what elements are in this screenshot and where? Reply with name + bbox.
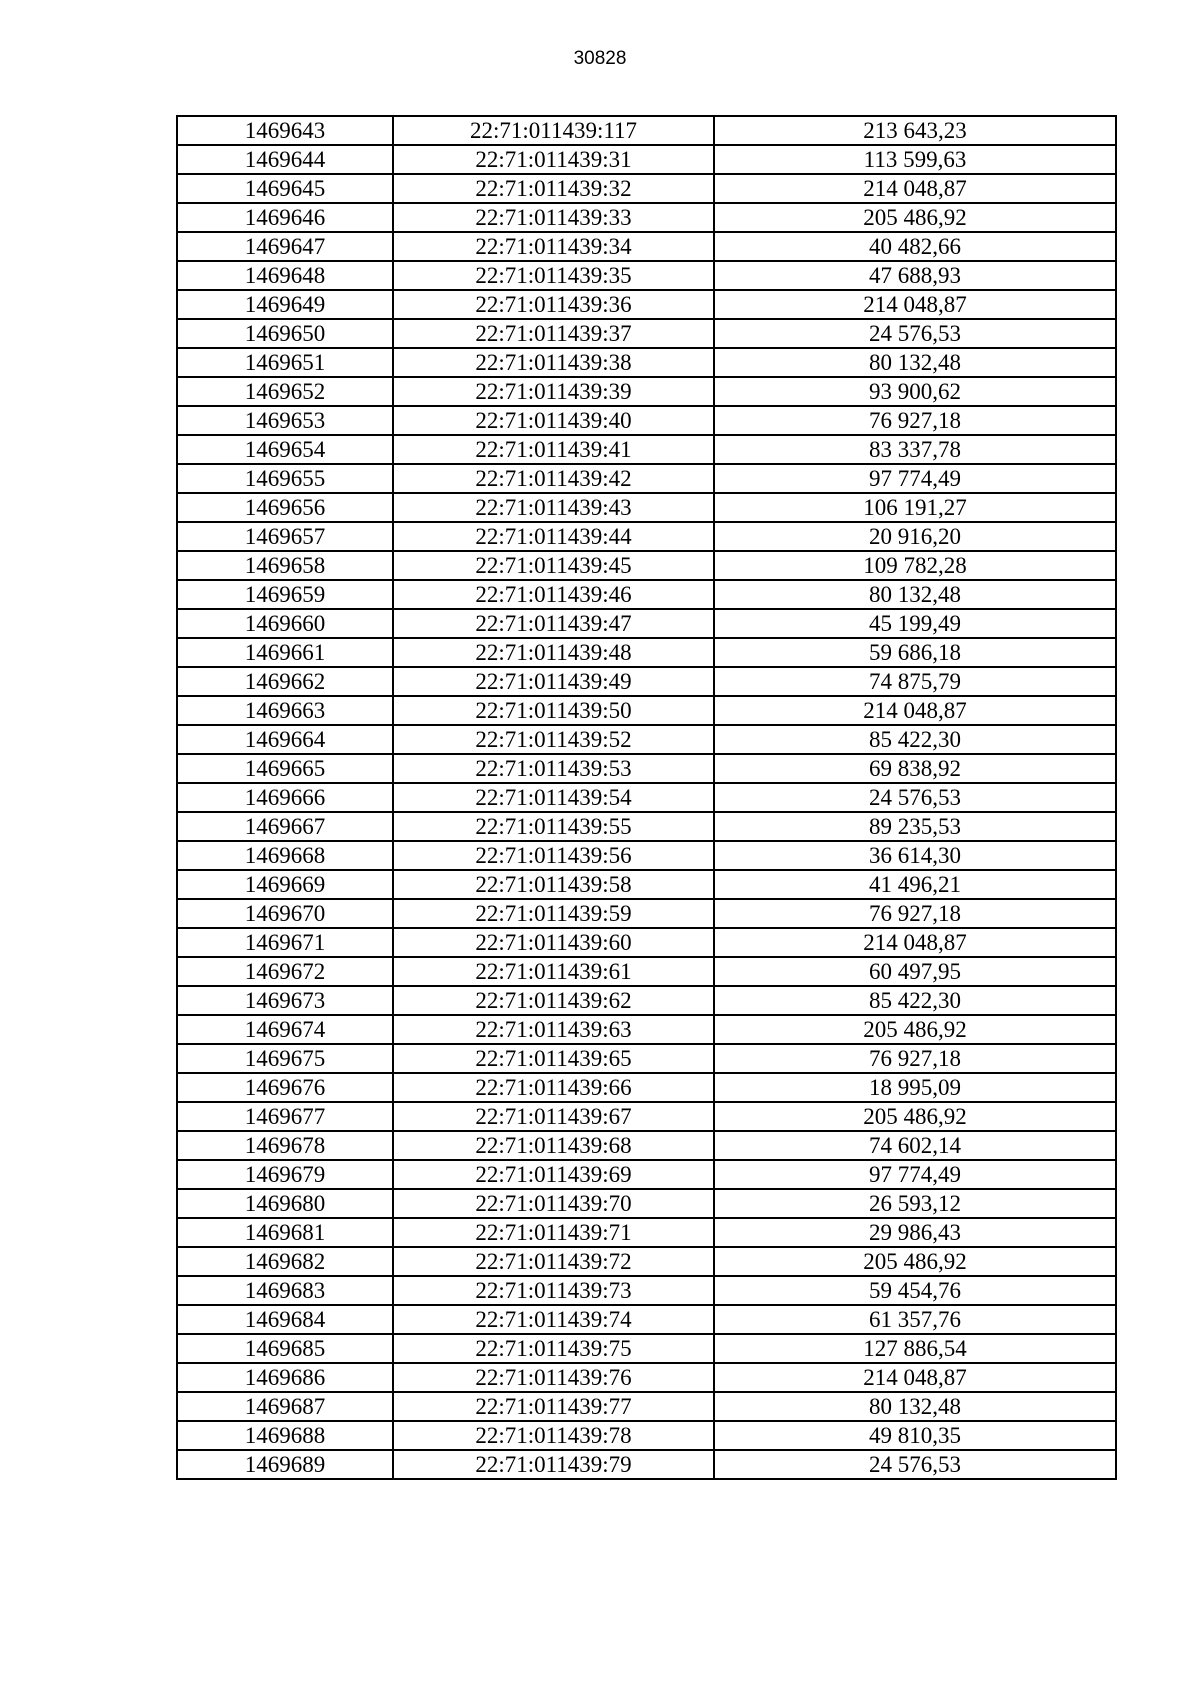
cadastral-number-cell: 22:71:011439:31 [393, 145, 714, 174]
table-row [177, 1160, 1116, 1189]
row-number-cell: 1469666 [177, 783, 393, 812]
row-number-cell: 1469677 [177, 1102, 393, 1131]
row-number-cell: 1469645 [177, 174, 393, 203]
cadastral-number-cell: 22:71:011439:66 [393, 1073, 714, 1102]
row-number-cell: 1469662 [177, 667, 393, 696]
cadastral-number-cell: 22:71:011439:72 [393, 1247, 714, 1276]
cadastral-value-cell: 214 048,87 [714, 290, 1116, 319]
cadastral-value-cell: 41 496,21 [714, 870, 1116, 899]
row-number-cell: 1469668 [177, 841, 393, 870]
row-number-cell: 1469686 [177, 1363, 393, 1392]
table-row [177, 1102, 1116, 1131]
table-row [177, 551, 1116, 580]
cadastral-value-cell: 214 048,87 [714, 174, 1116, 203]
table-row [177, 1218, 1116, 1247]
cadastral-value-cell: 24 576,53 [714, 783, 1116, 812]
table-row [177, 667, 1116, 696]
cadastral-number-cell: 22:71:011439:46 [393, 580, 714, 609]
row-number-cell: 1469685 [177, 1334, 393, 1363]
cadastral-value-cell: 76 927,18 [714, 899, 1116, 928]
row-number-cell: 1469643 [177, 116, 393, 145]
cadastral-number-cell: 22:71:011439:117 [393, 116, 714, 145]
cadastral-number-cell: 22:71:011439:45 [393, 551, 714, 580]
table-row [177, 986, 1116, 1015]
table-row [177, 1450, 1116, 1479]
cadastral-value-cell: 85 422,30 [714, 986, 1116, 1015]
row-number-cell: 1469669 [177, 870, 393, 899]
table-row [177, 1044, 1116, 1073]
cadastral-value-cell: 59 686,18 [714, 638, 1116, 667]
cadastral-value-cell: 127 886,54 [714, 1334, 1116, 1363]
cadastral-number-cell: 22:71:011439:65 [393, 1044, 714, 1073]
table-row [177, 1363, 1116, 1392]
row-number-cell: 1469667 [177, 812, 393, 841]
cadastral-value-cell: 205 486,92 [714, 1247, 1116, 1276]
row-number-cell: 1469652 [177, 377, 393, 406]
cadastral-value-cell: 113 599,63 [714, 145, 1116, 174]
cadastral-number-cell: 22:71:011439:42 [393, 464, 714, 493]
cadastral-number-cell: 22:71:011439:49 [393, 667, 714, 696]
row-number-cell: 1469678 [177, 1131, 393, 1160]
row-number-cell: 1469687 [177, 1392, 393, 1421]
table-row [177, 1247, 1116, 1276]
table-row [177, 232, 1116, 261]
row-number-cell: 1469658 [177, 551, 393, 580]
table-row [177, 928, 1116, 957]
table-row [177, 899, 1116, 928]
table-row [177, 1276, 1116, 1305]
table-row [177, 261, 1116, 290]
cadastral-number-cell: 22:71:011439:67 [393, 1102, 714, 1131]
cadastral-number-cell: 22:71:011439:63 [393, 1015, 714, 1044]
cadastral-number-cell: 22:71:011439:38 [393, 348, 714, 377]
cadastral-number-cell: 22:71:011439:32 [393, 174, 714, 203]
row-number-cell: 1469659 [177, 580, 393, 609]
cadastral-value-cell: 93 900,62 [714, 377, 1116, 406]
cadastral-value-cell: 80 132,48 [714, 348, 1116, 377]
row-number-cell: 1469657 [177, 522, 393, 551]
cadastral-value-cell: 69 838,92 [714, 754, 1116, 783]
cadastral-value-cell: 61 357,76 [714, 1305, 1116, 1334]
table-row [177, 1392, 1116, 1421]
table-row [177, 203, 1116, 232]
row-number-cell: 1469675 [177, 1044, 393, 1073]
row-number-cell: 1469663 [177, 696, 393, 725]
table-row [177, 377, 1116, 406]
cadastral-number-cell: 22:71:011439:68 [393, 1131, 714, 1160]
row-number-cell: 1469689 [177, 1450, 393, 1479]
cadastral-value-table [176, 115, 1117, 1480]
row-number-cell: 1469673 [177, 986, 393, 1015]
row-number-cell: 1469684 [177, 1305, 393, 1334]
table-row [177, 841, 1116, 870]
table-row [177, 754, 1116, 783]
table-row [177, 725, 1116, 754]
cadastral-number-cell: 22:71:011439:39 [393, 377, 714, 406]
table-row [177, 1131, 1116, 1160]
cadastral-value-cell: 76 927,18 [714, 1044, 1116, 1073]
page-number: 30828 [573, 48, 627, 69]
cadastral-value-cell: 24 576,53 [714, 1450, 1116, 1479]
table-row [177, 580, 1116, 609]
row-number-cell: 1469654 [177, 435, 393, 464]
cadastral-number-cell: 22:71:011439:37 [393, 319, 714, 348]
row-number-cell: 1469676 [177, 1073, 393, 1102]
cadastral-value-cell: 36 614,30 [714, 841, 1116, 870]
cadastral-value-cell: 40 482,66 [714, 232, 1116, 261]
table-row [177, 870, 1116, 899]
cadastral-number-cell: 22:71:011439:56 [393, 841, 714, 870]
row-number-cell: 1469648 [177, 261, 393, 290]
table-row [177, 957, 1116, 986]
row-number-cell: 1469670 [177, 899, 393, 928]
row-number-cell: 1469682 [177, 1247, 393, 1276]
cadastral-number-cell: 22:71:011439:59 [393, 899, 714, 928]
row-number-cell: 1469665 [177, 754, 393, 783]
cadastral-number-cell: 22:71:011439:54 [393, 783, 714, 812]
row-number-cell: 1469680 [177, 1189, 393, 1218]
row-number-cell: 1469660 [177, 609, 393, 638]
cadastral-value-cell: 47 688,93 [714, 261, 1116, 290]
cadastral-number-cell: 22:71:011439:74 [393, 1305, 714, 1334]
cadastral-number-cell: 22:71:011439:50 [393, 696, 714, 725]
row-number-cell: 1469683 [177, 1276, 393, 1305]
cadastral-value-cell: 24 576,53 [714, 319, 1116, 348]
table-row [177, 522, 1116, 551]
row-number-cell: 1469644 [177, 145, 393, 174]
table-row [177, 638, 1116, 667]
cadastral-value-cell: 49 810,35 [714, 1421, 1116, 1450]
cadastral-value-cell: 18 995,09 [714, 1073, 1116, 1102]
table-row [177, 812, 1116, 841]
cadastral-value-cell: 85 422,30 [714, 725, 1116, 754]
cadastral-number-cell: 22:71:011439:70 [393, 1189, 714, 1218]
cadastral-number-cell: 22:71:011439:48 [393, 638, 714, 667]
cadastral-number-cell: 22:71:011439:43 [393, 493, 714, 522]
table-row [177, 1073, 1116, 1102]
cadastral-value-cell: 97 774,49 [714, 1160, 1116, 1189]
cadastral-value-cell: 205 486,92 [714, 1102, 1116, 1131]
cadastral-value-cell: 83 337,78 [714, 435, 1116, 464]
cadastral-number-cell: 22:71:011439:73 [393, 1276, 714, 1305]
row-number-cell: 1469650 [177, 319, 393, 348]
cadastral-number-cell: 22:71:011439:75 [393, 1334, 714, 1363]
cadastral-value-cell: 45 199,49 [714, 609, 1116, 638]
cadastral-value-cell: 109 782,28 [714, 551, 1116, 580]
row-number-cell: 1469661 [177, 638, 393, 667]
table-row [177, 783, 1116, 812]
cadastral-value-cell: 76 927,18 [714, 406, 1116, 435]
row-number-cell: 1469653 [177, 406, 393, 435]
table-row [177, 145, 1116, 174]
row-number-cell: 1469655 [177, 464, 393, 493]
cadastral-number-cell: 22:71:011439:44 [393, 522, 714, 551]
cadastral-value-cell: 74 875,79 [714, 667, 1116, 696]
table-row [177, 319, 1116, 348]
table-row [177, 116, 1116, 145]
cadastral-number-cell: 22:71:011439:58 [393, 870, 714, 899]
cadastral-number-cell: 22:71:011439:76 [393, 1363, 714, 1392]
cadastral-value-cell: 97 774,49 [714, 464, 1116, 493]
cadastral-number-cell: 22:71:011439:60 [393, 928, 714, 957]
table-row [177, 1015, 1116, 1044]
table-row [177, 290, 1116, 319]
cadastral-number-cell: 22:71:011439:79 [393, 1450, 714, 1479]
row-number-cell: 1469646 [177, 203, 393, 232]
table-row [177, 1334, 1116, 1363]
row-number-cell: 1469664 [177, 725, 393, 754]
cadastral-value-cell: 60 497,95 [714, 957, 1116, 986]
cadastral-value-cell: 213 643,23 [714, 116, 1116, 145]
cadastral-value-cell: 89 235,53 [714, 812, 1116, 841]
cadastral-number-cell: 22:71:011439:55 [393, 812, 714, 841]
cadastral-value-cell: 214 048,87 [714, 928, 1116, 957]
cadastral-value-cell: 214 048,87 [714, 1363, 1116, 1392]
cadastral-number-cell: 22:71:011439:78 [393, 1421, 714, 1450]
table-body [177, 116, 1116, 1479]
cadastral-number-cell: 22:71:011439:41 [393, 435, 714, 464]
row-number-cell: 1469688 [177, 1421, 393, 1450]
table-row [177, 435, 1116, 464]
row-number-cell: 1469672 [177, 957, 393, 986]
cadastral-number-cell: 22:71:011439:34 [393, 232, 714, 261]
cadastral-value-cell: 214 048,87 [714, 696, 1116, 725]
cadastral-number-cell: 22:71:011439:69 [393, 1160, 714, 1189]
table-row [177, 696, 1116, 725]
row-number-cell: 1469656 [177, 493, 393, 522]
table-row [177, 1189, 1116, 1218]
cadastral-number-cell: 22:71:011439:40 [393, 406, 714, 435]
table-row [177, 406, 1116, 435]
cadastral-number-cell: 22:71:011439:77 [393, 1392, 714, 1421]
row-number-cell: 1469679 [177, 1160, 393, 1189]
cadastral-number-cell: 22:71:011439:53 [393, 754, 714, 783]
table-row [177, 348, 1116, 377]
row-number-cell: 1469651 [177, 348, 393, 377]
cadastral-value-cell: 26 593,12 [714, 1189, 1116, 1218]
row-number-cell: 1469681 [177, 1218, 393, 1247]
row-number-cell: 1469649 [177, 290, 393, 319]
row-number-cell: 1469671 [177, 928, 393, 957]
cadastral-value-cell: 106 191,27 [714, 493, 1116, 522]
cadastral-value-cell: 59 454,76 [714, 1276, 1116, 1305]
table-row [177, 464, 1116, 493]
cadastral-value-cell: 20 916,20 [714, 522, 1116, 551]
table-row [177, 1421, 1116, 1450]
table-row [177, 174, 1116, 203]
cadastral-value-cell: 74 602,14 [714, 1131, 1116, 1160]
table-row [177, 1305, 1116, 1334]
cadastral-number-cell: 22:71:011439:47 [393, 609, 714, 638]
cadastral-number-cell: 22:71:011439:61 [393, 957, 714, 986]
cadastral-number-cell: 22:71:011439:36 [393, 290, 714, 319]
row-number-cell: 1469647 [177, 232, 393, 261]
cadastral-value-cell: 80 132,48 [714, 1392, 1116, 1421]
cadastral-value-cell: 29 986,43 [714, 1218, 1116, 1247]
cadastral-number-cell: 22:71:011439:52 [393, 725, 714, 754]
cadastral-value-cell: 80 132,48 [714, 580, 1116, 609]
cadastral-number-cell: 22:71:011439:71 [393, 1218, 714, 1247]
cadastral-number-cell: 22:71:011439:62 [393, 986, 714, 1015]
row-number-cell: 1469674 [177, 1015, 393, 1044]
table-row [177, 493, 1116, 522]
cadastral-value-cell: 205 486,92 [714, 1015, 1116, 1044]
cadastral-number-cell: 22:71:011439:35 [393, 261, 714, 290]
table-row [177, 609, 1116, 638]
cadastral-value-cell: 205 486,92 [714, 203, 1116, 232]
cadastral-number-cell: 22:71:011439:33 [393, 203, 714, 232]
